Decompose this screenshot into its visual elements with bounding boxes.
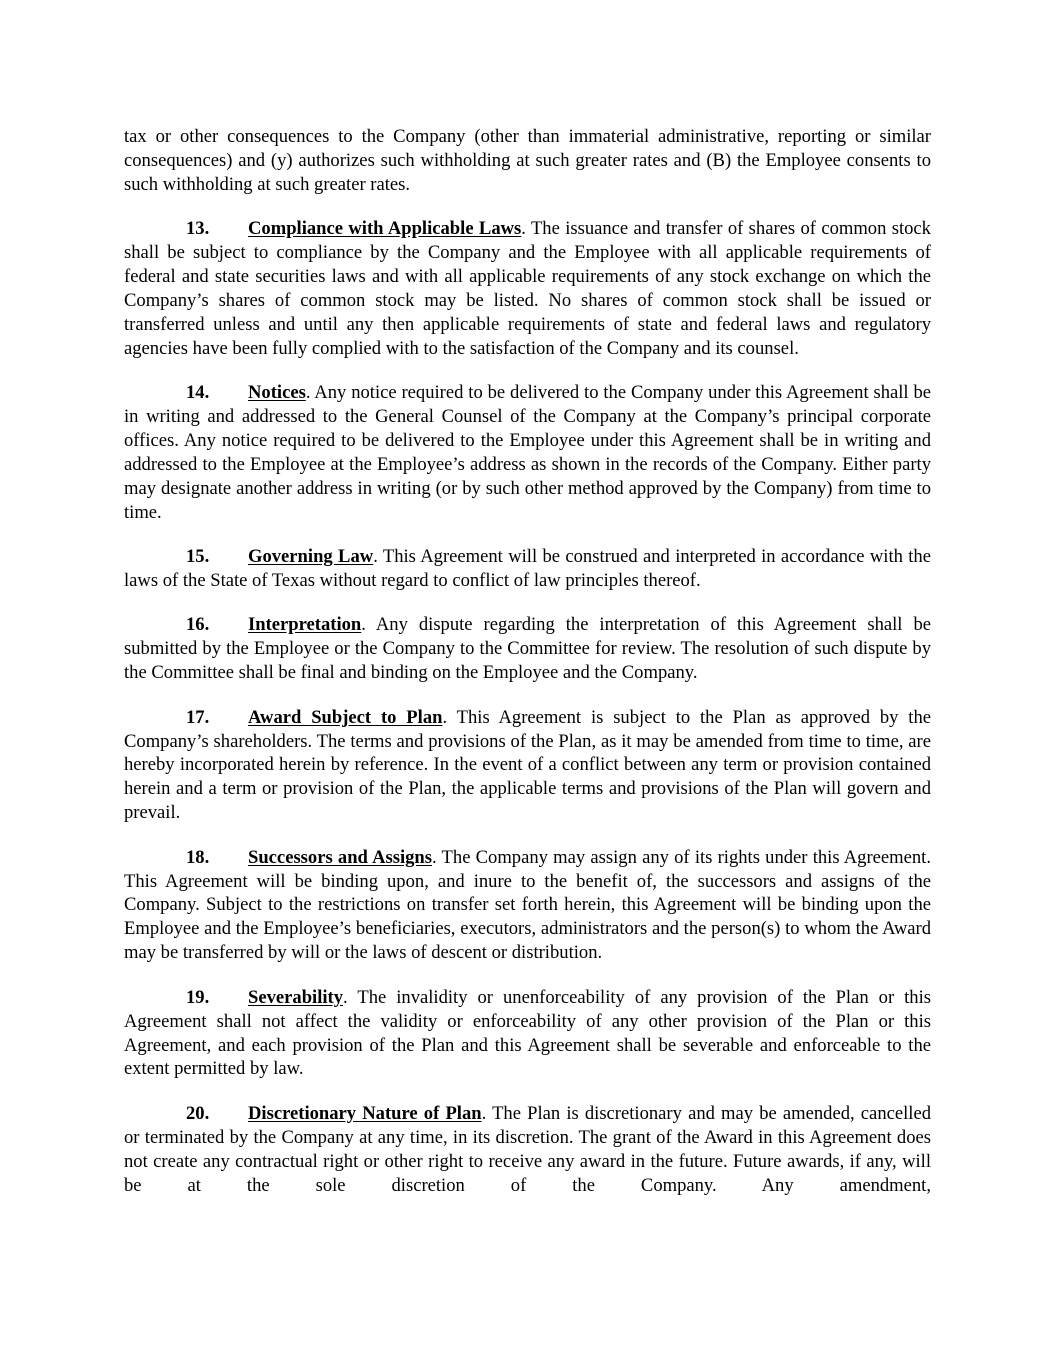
section-heading: Governing Law (248, 546, 374, 568)
section-15 (124, 545, 931, 593)
section-heading: Severability (248, 986, 344, 1008)
section-body: . Any notice required to be delivered to the Company under this Agreement shall be in writing and addressed to the General Counsel of the Company at the Company’s principal corporate offices. Any notice required to be delivered to the Employee under this Agreement shall be in writing and addressed to the Employee at the Employee’s address as shown in the records of the Company. Either party may designate another address in writing (or by such other method approved by the Company) from time to time. (124, 382, 931, 523)
section-19 (124, 986, 931, 1082)
section-heading: Notices (248, 382, 306, 404)
section-body: . The Company may assign any of its rights under this Agreement. This Agreement will be binding upon, and inure to the benefit of, the successors and assigns of the Company. Subject to the restrictions on transfer set forth herein, this Agreement will be binding upon the Employee and the Employee’s beneficiaries, executors, administrators and the person(s) to whom the Award may be transferred by will or the laws of descent or distribution. (124, 846, 931, 964)
section-13 (124, 217, 931, 360)
intro-paragraph (124, 125, 931, 197)
section-20 (124, 1102, 931, 1198)
section-body: . This Agreement is subject to the Plan as approved by the Company’s shareholders. The terms and provisions of the Plan, as it may be amended from time to time, are hereby incorporated herein by reference. In the event of a conflict between any term or provision contained herein and a term or provision of the Plan, the applicable terms and provisions of the Plan will govern and prevail. (124, 706, 931, 824)
section-body: . The invalidity or unenforceability of any provision of the Plan or this Agreement shall not affect the validity or enforceability of any other provision of the Plan or this Agreement, and each provision of the Plan and this Agreement shall be severable and enforceable to the extent permitted by law. (124, 986, 931, 1080)
section-number: 16. (186, 614, 210, 636)
document-page (124, 125, 931, 1218)
section-heading: Discretionary Nature of Plan (248, 1102, 482, 1124)
section-heading: Compliance with Applicable Laws (248, 218, 522, 240)
section-number: 19. (186, 986, 210, 1008)
section-16 (124, 613, 931, 685)
section-number: 18. (186, 846, 210, 868)
section-17 (124, 706, 931, 826)
section-number: 15. (186, 546, 210, 568)
section-body: . This Agreement will be construed and interpreted in accordance with the laws of the State of Texas without regard to conflict of law principles thereof. (124, 546, 931, 591)
intro-text: tax or other consequences to the Company (other than immaterial administrative, reporting or similar consequences) and (y) authorizes such withholding at such greater rates and (B) the Employee consents to such withholding at such greater rates. (124, 126, 931, 195)
section-heading: Award Subject to Plan (248, 706, 443, 728)
section-14 (124, 381, 931, 524)
section-heading: Interpretation (248, 614, 362, 636)
section-18 (124, 846, 931, 966)
section-number: 20. (186, 1102, 210, 1124)
section-body: . The issuance and transfer of shares of common stock shall be subject to compliance by the Company and the Employee with all applicable requirements of federal and state securities laws and with all applicable requirements of any stock exchange on which the Company’s shares of common stock may be listed. No shares of common stock shall be issued or transferred unless and until any then applicable requirements of state and federal laws and regulatory agencies have been fully complied with to the satisfaction of the Company and its counsel. (124, 218, 931, 359)
section-number: 13. (186, 218, 210, 240)
section-number: 17. (186, 706, 210, 728)
section-heading: Successors and Assigns (248, 846, 433, 868)
section-body: . Any dispute regarding the interpretation of this Agreement shall be submitted by the Employee or the Company to the Committee for review. The resolution of such dispute by the Committee shall be final and binding on the Employee and the Company. (124, 614, 931, 684)
section-number: 14. (186, 382, 210, 404)
section-body: . The Plan is discretionary and may be amended, cancelled or terminated by the Company at any time, in its discretion. The grant of the Award in this Agreement does not create any contractual right or other right to receive any award in the future. Future awards, if any, will be at the sole discretion of the Company. Any amendment, (124, 1102, 931, 1196)
